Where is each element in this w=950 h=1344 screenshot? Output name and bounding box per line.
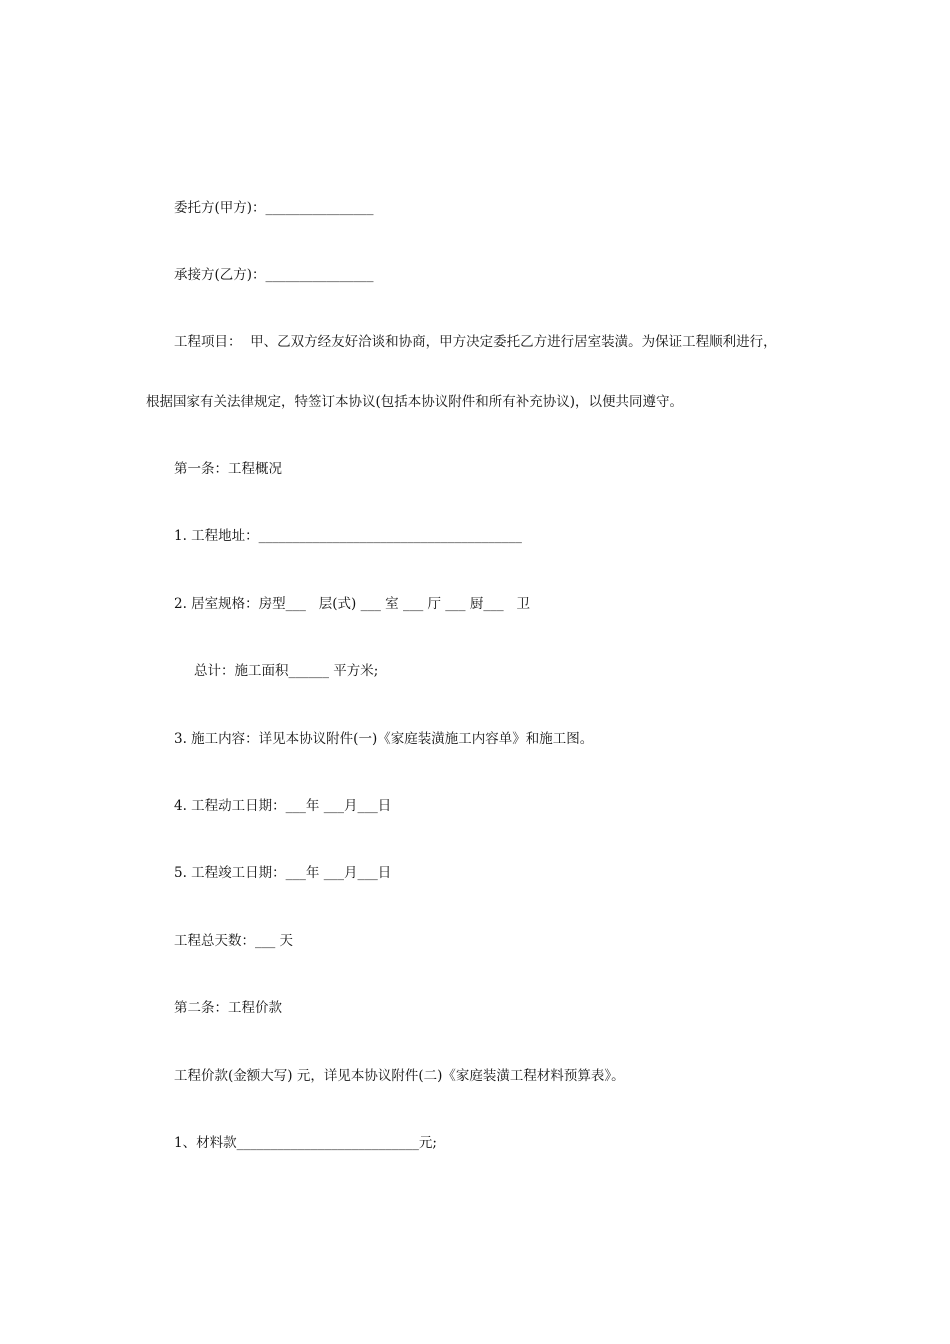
- project-address-line: 1. 工程地址：_______________________________________: [174, 528, 522, 544]
- project-price-line: 工程价款(金额大写) 元，详见本协议附件(二)《家庭装潢工程材料预算表》。: [174, 1068, 625, 1084]
- construction-content-line: 3. 施工内容：详见本协议附件(一)《家庭装潢施工内容单》和施工图。: [174, 731, 594, 747]
- room-spec-line: 2. 居室规格：房型___ 层(式) ___ 室 ___ 厅 ___ 厨___ 卫: [174, 596, 530, 612]
- project-intro-continuation: 根据国家有关法律规定，特签订本协议(包括本协议附件和所有补充协议)，以便共同遵守。: [146, 394, 684, 410]
- party-b-line: 承接方(乙方)：________________: [174, 267, 374, 283]
- start-date-line: 4. 工程动工日期：___年 ___月___日: [174, 798, 392, 814]
- total-days-line: 工程总天数：___ 天: [174, 933, 294, 949]
- project-intro-line: 工程项目： 甲、乙双方经友好洽谈和协商，甲方决定委托乙方进行居室装潢。为保证工程顺利进行，: [174, 334, 777, 350]
- article-one-heading: 第一条：工程概况: [174, 461, 282, 477]
- material-cost-line: 1、材料款___________________________元;: [174, 1135, 437, 1151]
- total-area-line: 总计：施工面积______ 平方米;: [194, 663, 379, 679]
- party-a-line: 委托方(甲方)：________________: [174, 200, 374, 216]
- completion-date-line: 5. 工程竣工日期：___年 ___月___日: [174, 865, 392, 881]
- article-two-heading: 第二条：工程价款: [174, 1000, 282, 1016]
